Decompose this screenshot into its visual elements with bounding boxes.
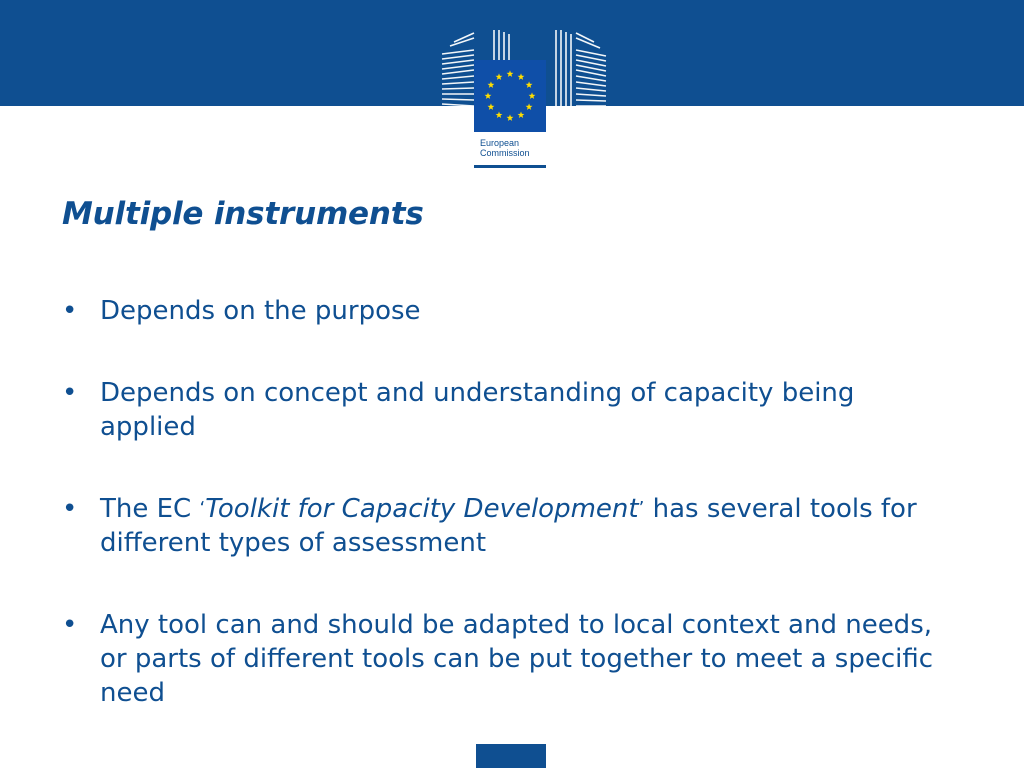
bullet-item [62,608,942,710]
logo-wordmark [480,138,530,158]
open-quote: ‘ [199,498,206,519]
eu-flag-icon [474,60,546,132]
eu-star-icon [529,92,536,99]
logo-text-european: European [480,138,520,148]
close-quote: ’ [638,498,645,519]
eu-star-icon [496,73,503,80]
bullet-marker: • [62,610,78,640]
bullet-text: Any tool can and should be adapted to local context and needs, or parts of different tools can be put together to meet a specific need [100,610,934,708]
footer-tab [476,744,546,768]
bullet-text-after: has several tools for different types of assessment [100,494,917,558]
logo-card [474,60,546,168]
logo-text-commission: Commission [480,148,530,158]
bullet-text-before: The EC [100,494,200,524]
bullet-item [62,376,942,444]
bullet-marker: • [62,494,78,524]
eu-star-icon [507,114,514,121]
european-commission-logo [440,26,610,158]
eu-star-icon [518,111,525,118]
eu-star-icon [507,70,514,77]
eu-star-icon [496,111,503,118]
eu-star-icon [488,103,495,110]
logo-underline [474,165,546,168]
bullet-item [62,492,942,560]
eu-star-icon [485,92,492,99]
eu-star-icon [518,73,525,80]
eu-star-icon [526,103,533,110]
bullet-list [62,294,942,758]
bullet-text: Depends on concept and understanding of capacity being applied [100,378,855,442]
eu-star-icon [488,81,495,88]
eu-star-icon [526,81,533,88]
toolkit-title: Toolkit for Capacity Development [205,494,639,524]
bullet-item [62,294,942,328]
bullet-marker: • [62,378,78,408]
slide-title: Multiple instruments [62,196,424,232]
bullet-marker: • [62,296,78,326]
bullet-text: Depends on the purpose [100,296,421,326]
